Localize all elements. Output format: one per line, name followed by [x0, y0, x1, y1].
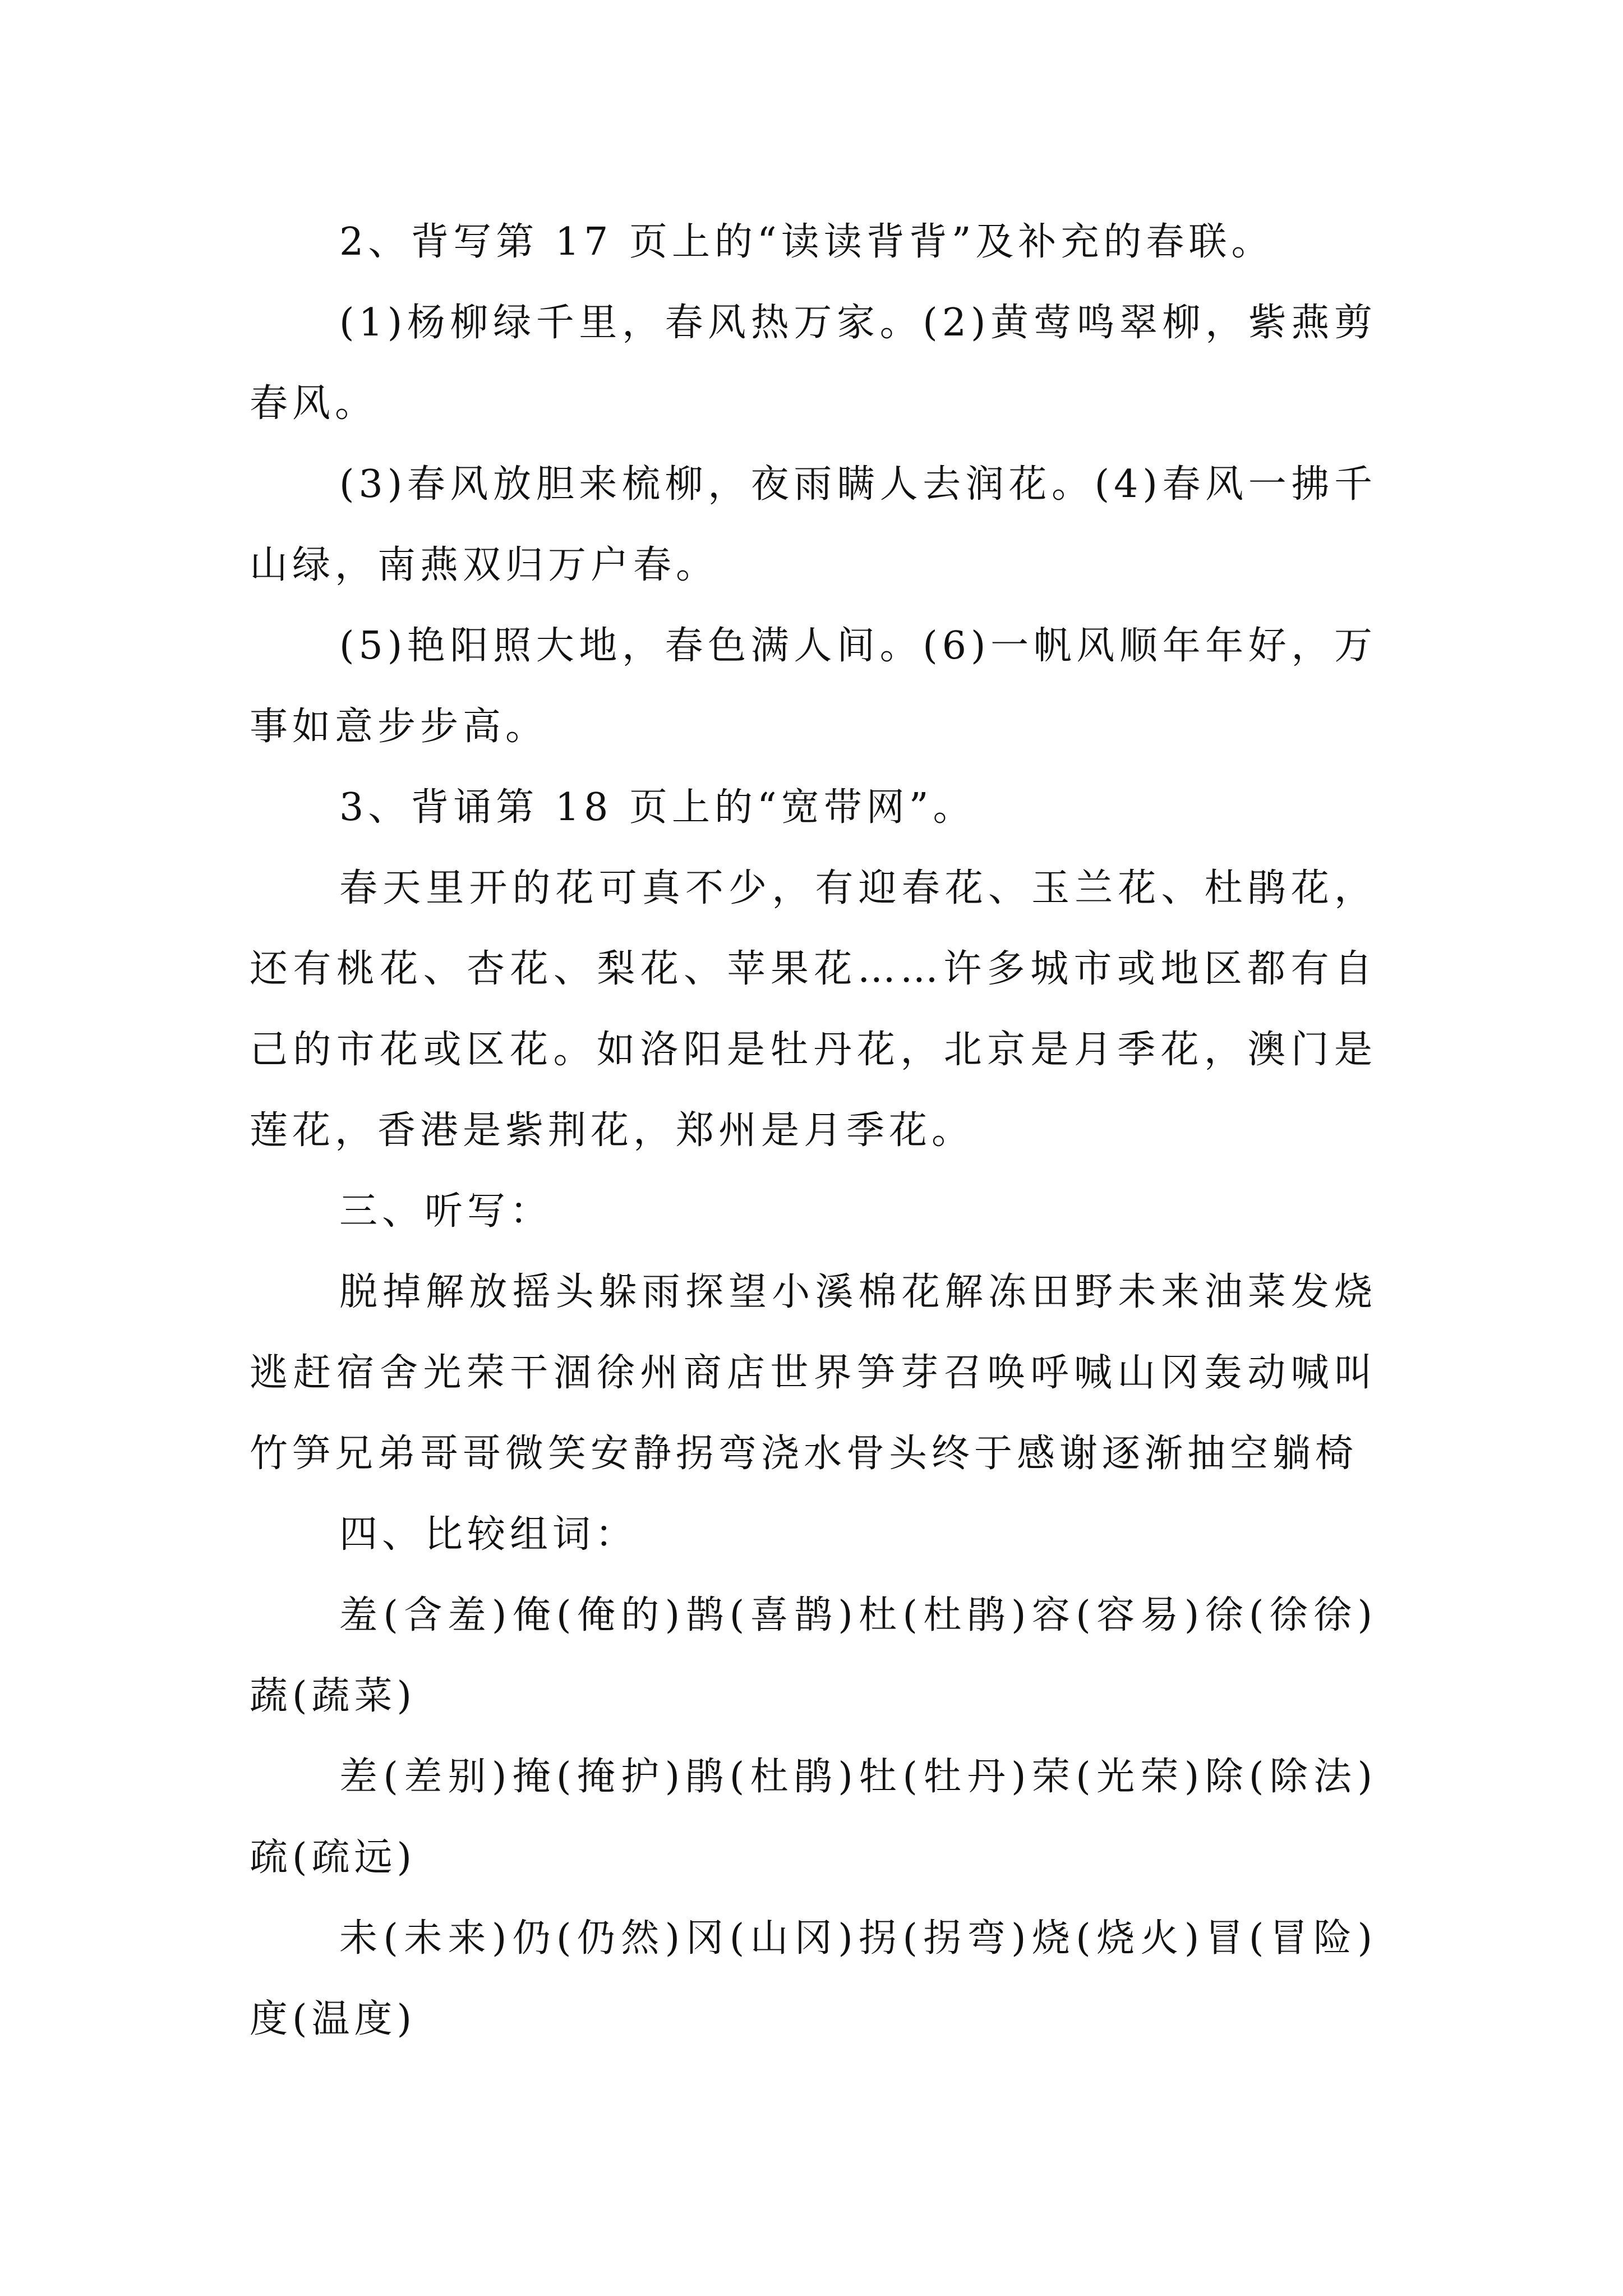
document-body [250, 202, 1377, 2060]
paragraph-broadband-heading: 3、背诵第 18 页上的“宽带网”。 [339, 785, 976, 830]
paragraph-spring-flowers: 春天里开的花可真不少，有迎春花、玉兰花、杜鹃花，还有桃花、杏花、梨花、苹果花……许多城市或地区都有自己的市花或区花。如洛阳是牡丹花，北京是月季花，澳门是莲花，香港是紫荆花，郑州是月季花。 [250, 866, 1377, 1153]
paragraph-compare-words-2: 差(差别)掩(掩护)鹃(杜鹃)牡(牡丹)荣(光荣)除(除法)疏(疏远) [250, 1755, 1377, 1880]
paragraph-recite-couplets-heading: 2、背写第 17 页上的“读读背背”及补充的春联。 [339, 220, 1274, 264]
section-compare-words-heading: 四、比较组词： [339, 1512, 638, 1557]
paragraph-couplets-3-4: (3)春风放胆来梳柳，夜雨瞒人去润花。(4)春风一拂千山绿，南燕双归万户春。 [250, 462, 1377, 587]
paragraph-compare-words-3: 未(未来)仍(仍然)冈(山冈)拐(拐弯)烧(烧火)冒(冒险)度(温度) [250, 1916, 1377, 2041]
section-dictation-heading: 三、听写： [339, 1189, 553, 1234]
paragraph-dictation-words: 脱掉解放摇头躲雨探望小溪棉花解冻田野未来油菜发烧逃赶宿舍光荣干涸徐州商店世界笋芽召唤呼喊山冈轰动喊叫竹笋兄弟哥哥微笑安静拐弯浇水骨头终于感谢逐渐抽空躺椅 [250, 1270, 1377, 1476]
paragraph-couplets-1-2: (1)杨柳绿千里，春风热万家。(2)黄莺鸣翠柳，紫燕剪春风。 [250, 301, 1377, 426]
paragraph-compare-words-1: 羞(含羞)俺(俺的)鹊(喜鹊)杜(杜鹃)容(容易)徐(徐徐)蔬(蔬菜) [250, 1593, 1377, 1718]
paragraph-couplets-5-6: (5)艳阳照大地，春色满人间。(6)一帆风顺年年好，万事如意步步高。 [250, 624, 1377, 749]
